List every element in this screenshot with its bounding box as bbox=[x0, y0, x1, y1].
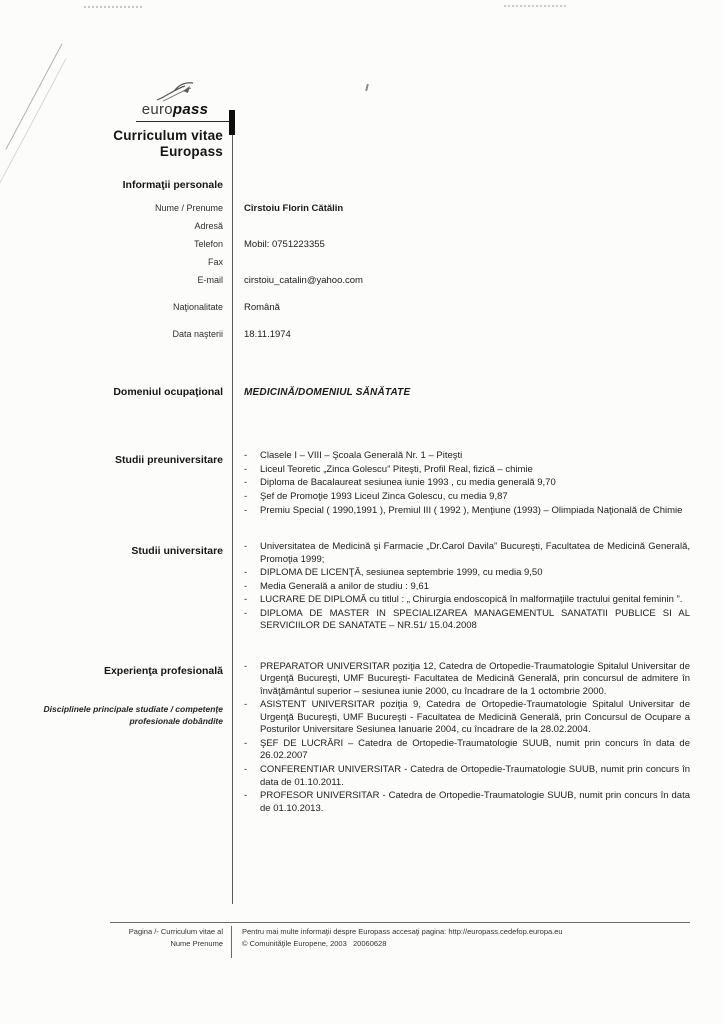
experience-sublabel: Disciplinele principale studiate / competenţe profesionale dobândite bbox=[43, 703, 223, 726]
list-item-text: Diploma de Bacalaureat sesiunea iunie 1993 , cu media generală 9,70 bbox=[260, 477, 556, 489]
page-footer bbox=[110, 922, 690, 958]
list-marker: - bbox=[244, 580, 248, 592]
personal-row-name bbox=[0, 198, 690, 216]
section-heading-occupational: Domeniul ocupaţional bbox=[113, 386, 223, 399]
section-pre-university bbox=[0, 450, 690, 518]
footer-page-line1: Pagina /- Curriculum vitae al bbox=[128, 927, 223, 936]
list-marker: - bbox=[244, 567, 248, 579]
list-marker: - bbox=[244, 490, 248, 502]
logo-euro: euro bbox=[141, 101, 173, 118]
list-item bbox=[244, 764, 690, 789]
list-item bbox=[244, 738, 690, 763]
list-marker: - bbox=[244, 477, 248, 489]
list-marker: - bbox=[244, 594, 248, 606]
footer-page-line2: Nume Prenume bbox=[170, 938, 223, 948]
list-item bbox=[244, 608, 690, 633]
field-label-address: Adresă bbox=[194, 221, 223, 232]
list-item-text: PROFESOR UNIVERSITAR - Catedra de Ortopedie-Traumatologie SUUB, numit prin concurs în data de 01.10.2013. bbox=[260, 790, 690, 814]
occupational-value: MEDICINĂ/DOMENIUL SĂNĂTATE bbox=[244, 387, 411, 399]
field-label-birthdate: Data naşterii bbox=[172, 329, 223, 340]
list-marker: - bbox=[244, 790, 248, 802]
list-item bbox=[244, 567, 690, 580]
list-marker: - bbox=[244, 450, 248, 462]
experience-list bbox=[232, 661, 690, 816]
section-university bbox=[0, 541, 690, 634]
list-item-text: Premiu Special ( 1990,1991 ), Premiul III ( 1992 ), Menţiune (1993) – Olimpiada Naţională de Chimie bbox=[260, 504, 683, 516]
field-label-phone: Telefon bbox=[193, 239, 223, 250]
field-value-email: cirstoiu_catalin@yahoo.com bbox=[244, 275, 363, 287]
footer-page-info bbox=[110, 926, 232, 958]
section-experience bbox=[0, 661, 690, 816]
list-item bbox=[244, 491, 690, 504]
list-item-text: Şef de Promoţie 1993 Liceul Zinca Golescu, cu media 9,87 bbox=[260, 490, 508, 502]
section-personal-heading-row bbox=[0, 175, 690, 193]
list-item bbox=[244, 661, 690, 699]
list-item-text: CONFERENTIAR UNIVERSITAR - Catedra de Ortopedie-Traumatologie SUUB, numit prin concurs în data de 01.10.2011. bbox=[260, 764, 690, 788]
field-label-email: E-mail bbox=[197, 275, 223, 286]
list-marker: - bbox=[244, 764, 248, 775]
section-heading-experience: Experienţa profesională bbox=[103, 664, 223, 677]
list-marker: - bbox=[244, 504, 248, 516]
field-value-name: Cîrstoiu Florin Cătălin bbox=[244, 203, 344, 215]
list-item-text: Universitatea de Medicină şi Farmacie „Dr.Carol Davila” Bucureşti, Facultatea de Medicină Generală, Promoţia 1999; bbox=[260, 541, 690, 565]
university-list bbox=[232, 541, 690, 634]
list-item-text: DIPLOMA DE LICENŢĂ, sesiunea septembrie 1999, cu media 9,50 bbox=[260, 567, 543, 579]
personal-row-nationality bbox=[0, 297, 690, 315]
list-marker: - bbox=[244, 660, 248, 672]
list-item bbox=[244, 699, 690, 737]
list-item bbox=[244, 464, 690, 477]
document-title-line1: Curriculum vitae bbox=[113, 128, 223, 143]
list-item-text: Liceul Teoretic „Zinca Golescu” Piteşti, Profil Real, fizică – chimie bbox=[260, 463, 533, 475]
list-item-text: PREPARATOR UNIVERSITAR poziţia 12, Catedra de Ortopedie-Traumatologie Spitalul Universitar de Urgenţă Bucureşti, UMF Bucureşti- Facultatea de Medicină Generală, prin concursul de admitere în învăţământul superior – sesiunea iunie 2000, cu încadrare de la 1 octombrie 2000. bbox=[260, 660, 690, 697]
personal-row-birthdate bbox=[0, 324, 690, 342]
list-item-text: LUCRARE DE DIPLOMĂ cu titlul : „ Chirurgia endoscopică în malformaţiile tractului genital feminin ”. bbox=[260, 594, 683, 606]
list-marker: - bbox=[244, 463, 248, 475]
personal-row-email bbox=[0, 270, 690, 288]
list-item bbox=[244, 477, 690, 490]
list-item-text: DIPLOMA DE MASTER IN SPECIALIZAREA MANAGEMENTUL SANATATII PUBLICE SI AL SERVICIILOR DE SANATATE – NR.51/ 15.04.2008 bbox=[260, 607, 690, 632]
list-marker: - bbox=[244, 737, 248, 749]
section-heading-personal: Informaţii personale bbox=[122, 179, 223, 192]
personal-row-fax bbox=[0, 252, 690, 270]
list-marker: - bbox=[244, 607, 248, 619]
field-value-birthdate: 18.11.1974 bbox=[244, 329, 291, 341]
list-item bbox=[244, 450, 690, 463]
field-label-name: Nume / Prenume bbox=[154, 203, 223, 214]
footer-info-line1: Pentru mai multe informaţii despre Europass accesaţi pagina: http://europass.cedefop.europa.eu bbox=[242, 927, 563, 936]
section-occupational bbox=[0, 382, 690, 400]
pre-university-list bbox=[232, 450, 690, 518]
list-item-text: ŞEF DE LUCRĂRI – Catedra de Ortopedie-Traumatologie SUUB, numit prin concurs în data de 26.02.2007 bbox=[260, 737, 690, 762]
field-label-fax: Fax bbox=[207, 257, 223, 268]
footer-info-line2: © Comunităţile Europene, 2003 20060628 bbox=[242, 938, 387, 948]
list-item bbox=[244, 505, 690, 518]
list-item bbox=[244, 581, 690, 594]
list-item bbox=[244, 541, 690, 566]
list-item-text: Clasele I – VIII – Şcoala Generală Nr. 1 – Piteşti bbox=[260, 450, 463, 462]
section-heading-university: Studii universitare bbox=[131, 545, 223, 558]
list-item-text: Media Generală a anilor de studiu : 9,61 bbox=[260, 580, 429, 592]
title-row bbox=[0, 128, 690, 160]
list-item-text: ASISTENT UNIVERSITAR poziţia 9, Catedra de Ortopedie-Traumatologie Spitalul Universitar de Urgenţă Bucureşti, UMF Bucureşti - Facultatea de Medicină Generală, prin Concursul de Ocupare a Posturilor Universitare Sesiunea Ianuarie 2004, cu încadrare de la 28.02.2004. bbox=[260, 699, 690, 736]
personal-row-address bbox=[0, 216, 690, 234]
document-title-line2: Europass bbox=[159, 144, 223, 160]
personal-row-phone bbox=[0, 234, 690, 252]
list-marker: - bbox=[244, 699, 248, 711]
field-label-nationality: Naţionalitate bbox=[172, 302, 223, 313]
field-value-phone: Mobil: 0751223355 bbox=[244, 239, 325, 251]
document-title bbox=[0, 128, 223, 160]
list-marker: - bbox=[244, 541, 248, 553]
list-item bbox=[244, 594, 690, 607]
field-value-nationality: Română bbox=[244, 302, 280, 314]
footer-europass-info bbox=[232, 926, 690, 958]
section-heading-pre-university: Studii preuniversitare bbox=[115, 454, 223, 467]
list-item bbox=[244, 790, 690, 815]
logo-pass: pass bbox=[172, 101, 209, 118]
